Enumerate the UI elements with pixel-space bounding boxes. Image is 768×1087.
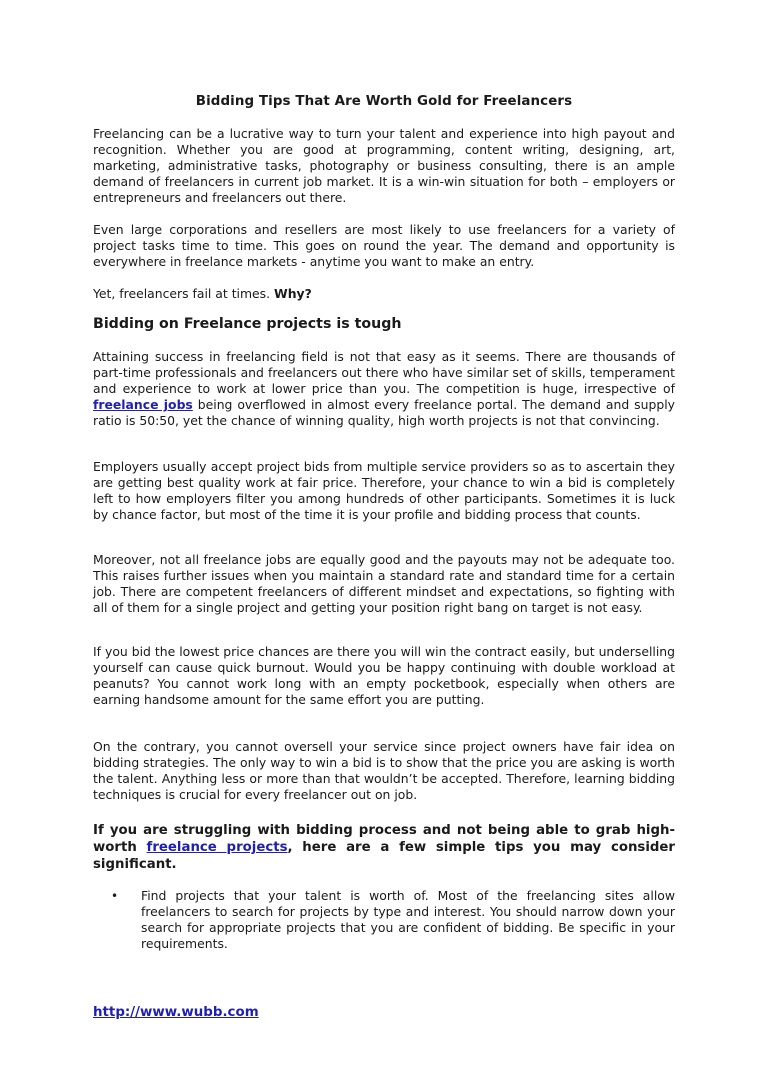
list-item-text: Find projects that your talent is worth of. Most of the freelancing sites allow freelancers to search for projects by type and interest. You should narrow down your search for appropriate projects that you are confident of bidding. Be specific in your requirements. <box>141 888 675 952</box>
why-bold: Why? <box>274 286 312 301</box>
paragraph-lowest-price: If you bid the lowest price chances are there you will win the contract easily, but underselling yourself can cause quick burnout. Would you be happy continuing with double workload at peanuts? You cannot work long with an empty pocketbook, especially when others are earning handsome amount for the same effort you are putting. <box>93 644 675 708</box>
text-segment: , here are a few simple tips you may consider significant. <box>93 840 675 873</box>
list-item <box>93 888 675 952</box>
paragraph-moreover: Moreover, not all freelance jobs are equally good and the payouts may not be adequate too. This raises further issues when you maintain a standard rate and standard time for a certain job. There are competent freelancers of different mindset and expectations, so fighting with all of them for a single project and getting your position right bang on target is not easy. <box>93 552 675 616</box>
text-segment: being overflowed in almost every freelance portal. The demand and supply ratio is 50:50, yet the chance of winning quality, high worth projects is not that convincing. <box>93 397 675 429</box>
document-title: Bidding Tips That Are Worth Gold for Freelancers <box>195 94 573 109</box>
tips-list <box>93 888 675 952</box>
paragraph-corporations: Even large corporations and resellers are most likely to use freelancers for a variety of project tasks time to time. This goes on round the year. The demand and opportunity is everywhere in freelance markets - anytime you want to make an entry. <box>93 222 675 270</box>
paragraph-employers: Employers usually accept project bids from multiple service providers so as to ascertain they are getting best quality work at fair price. Therefore, your chance to win a bid is completely left to how employers filter you among hundreds of other participants. Sometimes it is luck by chance factor, but most of the time it is your profile and bidding process that counts. <box>93 459 675 523</box>
text-segment: If you are struggling with bidding process and not being able to grab high-worth <box>93 823 675 856</box>
paragraph-intro: Freelancing can be a lucrative way to turn your talent and experience into high payout and recognition. Whether you are good at programming, content writing, designing, art, marketing, administrative tasks, photography or business consulting, there is an ample demand of freelancers in current job market. It is a win-win situation for both – employers or entrepreneurs and freelancers out there. <box>93 126 675 206</box>
text-segment: Attaining success in freelancing field is not that easy as it seems. There are thousands of part-time professionals and freelancers out there who have similar set of skills, temperament and experience to work at lower price than you. The competition is huge, irrespective of <box>93 349 675 397</box>
paragraph-contrary: On the contrary, you cannot oversell your service since project owners have fair idea on bidding strategies. The only way to win a bid is to show that the price you are asking is worth the talent. Anything less or more than that wouldn’t be accepted. Therefore, learning bidding techniques is crucial for every freelancer out on job. <box>93 739 675 803</box>
tips-callout <box>93 822 675 874</box>
why-text: Yet, freelancers fail at times. <box>93 286 275 301</box>
footer-website-link[interactable]: http://www.wubb.com <box>93 1005 259 1020</box>
section-heading: Bidding on Freelance projects is tough <box>93 316 402 332</box>
bullet-icon: • <box>111 889 119 903</box>
paragraph-attaining-success <box>93 349 675 429</box>
footer <box>93 1005 259 1020</box>
freelance-jobs-link[interactable]: freelance jobs <box>93 397 193 413</box>
paragraph-why <box>93 286 675 302</box>
freelance-projects-link[interactable]: freelance projects <box>146 840 288 856</box>
